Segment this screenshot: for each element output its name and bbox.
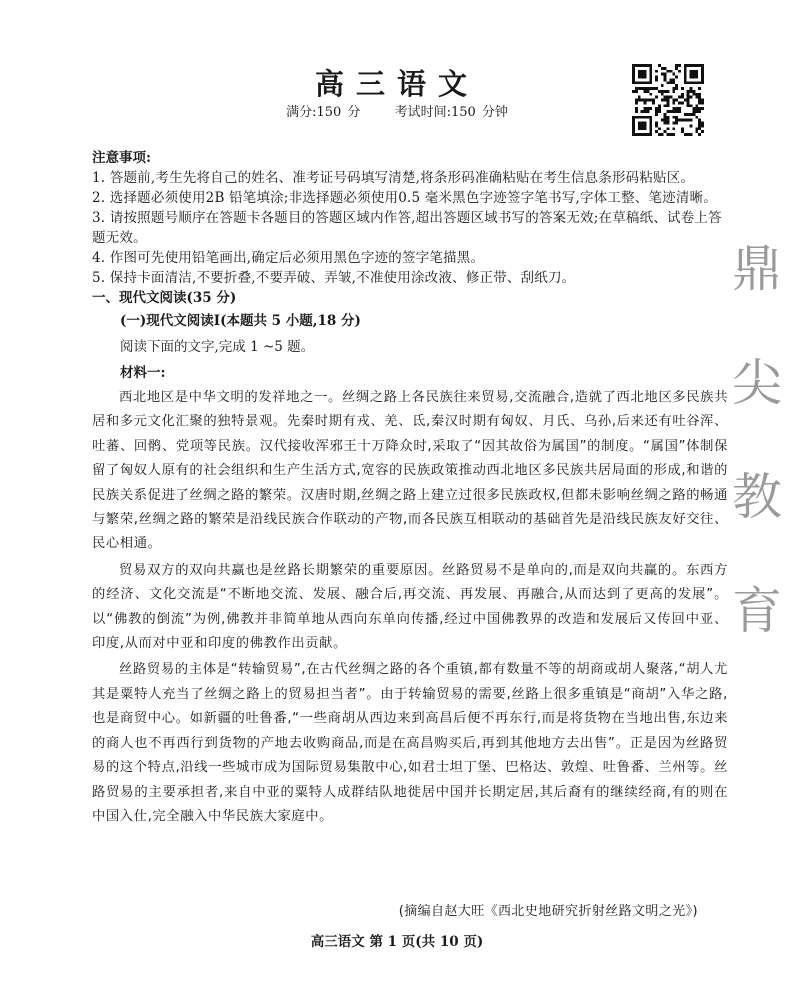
notice-heading: 注意事项:	[92, 150, 151, 166]
exam-time: 考试时间:150 分钟	[394, 105, 508, 120]
section-heading: 一、现代文阅读(35 分)	[92, 290, 237, 306]
notice-item: 4. 作图可先使用铅笔画出,确定后必须用黑色字迹的签字笔描黑。	[92, 250, 485, 266]
watermark-char: 尖	[732, 354, 782, 412]
source-citation: (摘编自赵大旺《西北史地研究折射丝路文明之光》)	[398, 904, 698, 919]
subsection-heading: (一)现代文阅读Ⅰ(本题共 5 小题,18 分)	[120, 313, 361, 329]
watermark-char: 鼎	[732, 240, 782, 298]
notice-item: 5. 保持卡面清洁,不要折叠,不要弄破、弄皱,不准使用涂改液、修正带、刮纸刀。	[92, 270, 576, 286]
watermark	[732, 240, 788, 700]
watermark-char: 教	[732, 468, 782, 526]
material-paragraph: 贸易双方的双向共赢也是丝路长期繁荣的重要原因。丝路贸易不是单向的,而是双向共赢的。东西方的经济、文化交流是“不断地交流、发展、融合后,再交流、再发展、再融合,从而达到了更高的发展”。以“佛教的倒流”为例,佛教并非简单地从西向东单向传播,经过中国佛教界的改造和发展后又传回中亚、印度,从而对中亚和印度的佛教作出贡献。	[92, 562, 728, 652]
notice-item: 3. 请按照题号顺序在答题卡各题目的答题区域内作答,超出答题区域书写的答案无效;在草稿纸、试卷上答题无效。	[92, 210, 722, 246]
page-footer: 高三语文 第 1 页(共 10 页)	[310, 934, 484, 950]
material-heading: 材料一:	[120, 365, 166, 381]
watermark-char: 育	[732, 582, 782, 640]
exam-title: 高三语文	[314, 67, 479, 101]
notice-list	[92, 168, 728, 288]
reading-instruction: 阅读下面的文字,完成 1 ~5 题。	[120, 339, 315, 355]
qr-code-icon	[632, 64, 704, 136]
notice-item: 1. 答题前,考生先将自己的姓名、准考证号码填写清楚,将条形码准确粘贴在考生信息条形码粘贴区。	[92, 170, 695, 186]
notice-item: 2. 选择题必须使用2B 铅笔填涂;非选择题必须使用0.5 毫米黑色字迹签字笔书写,字体工整、笔迹清晰。	[92, 190, 717, 206]
material-paragraph: 丝路贸易的主体是“转输贸易”,在古代丝绸之路的各个重镇,都有数量不等的胡商或胡人聚落,“胡人尤其是粟特人充当了丝绸之路上的贸易担当者”。由于转输贸易的需要,丝路上很多重镇是“商胡”入华之路,也是商贸中心。如新疆的吐鲁番,“一些商胡从西边来到高昌后便不再东行,而是将货物在当地出售,东边来的商人也不再西行到货物的产地去收购商品,而是在高昌购买后,再到其他地方去出售”。正是因为丝路贸易的这个特点,沿线一些城市成为国际贸易集散中心,如君士坦丁堡、巴格达、敦煌、吐鲁番、兰州等。丝路贸易的主要承担者,来自中亚的粟特人成群结队地徙居中国并长期定居,其后裔有的继续经商,有的则在中国入仕,完全融入中华民族大家庭中。	[92, 662, 728, 824]
material-paragraph: 西北地区是中华文明的发祥地之一。丝绸之路上各民族往来贸易,交流融合,造就了西北地区多民族共居和多元文化汇聚的独特景观。先秦时期有戎、羌、氐,秦汉时期有匈奴、月氏、乌孙,后来还有吐谷浑、吐蕃、回鹘、党项等民族。汉代接收浑邪王十万降众时,采取了“因其故俗为属国”的制度。“属国”体制保留了匈奴人原有的社会组织和生产生活方式,宽容的民族政策推动西北地区多民族共居局面的形成,和谐的民族关系促进了丝绸之路的繁荣。汉唐时期,丝绸之路上建立过很多民族政权,但都未影响丝绸之路的畅通与繁荣,丝绸之路的繁荣是沿线民族合作联动的产物,而各民族互相联动的基础首先是沿线民族友好交往、民心相通。	[92, 390, 728, 552]
exam-body	[92, 148, 728, 831]
full-score: 满分:150 分	[286, 105, 361, 120]
